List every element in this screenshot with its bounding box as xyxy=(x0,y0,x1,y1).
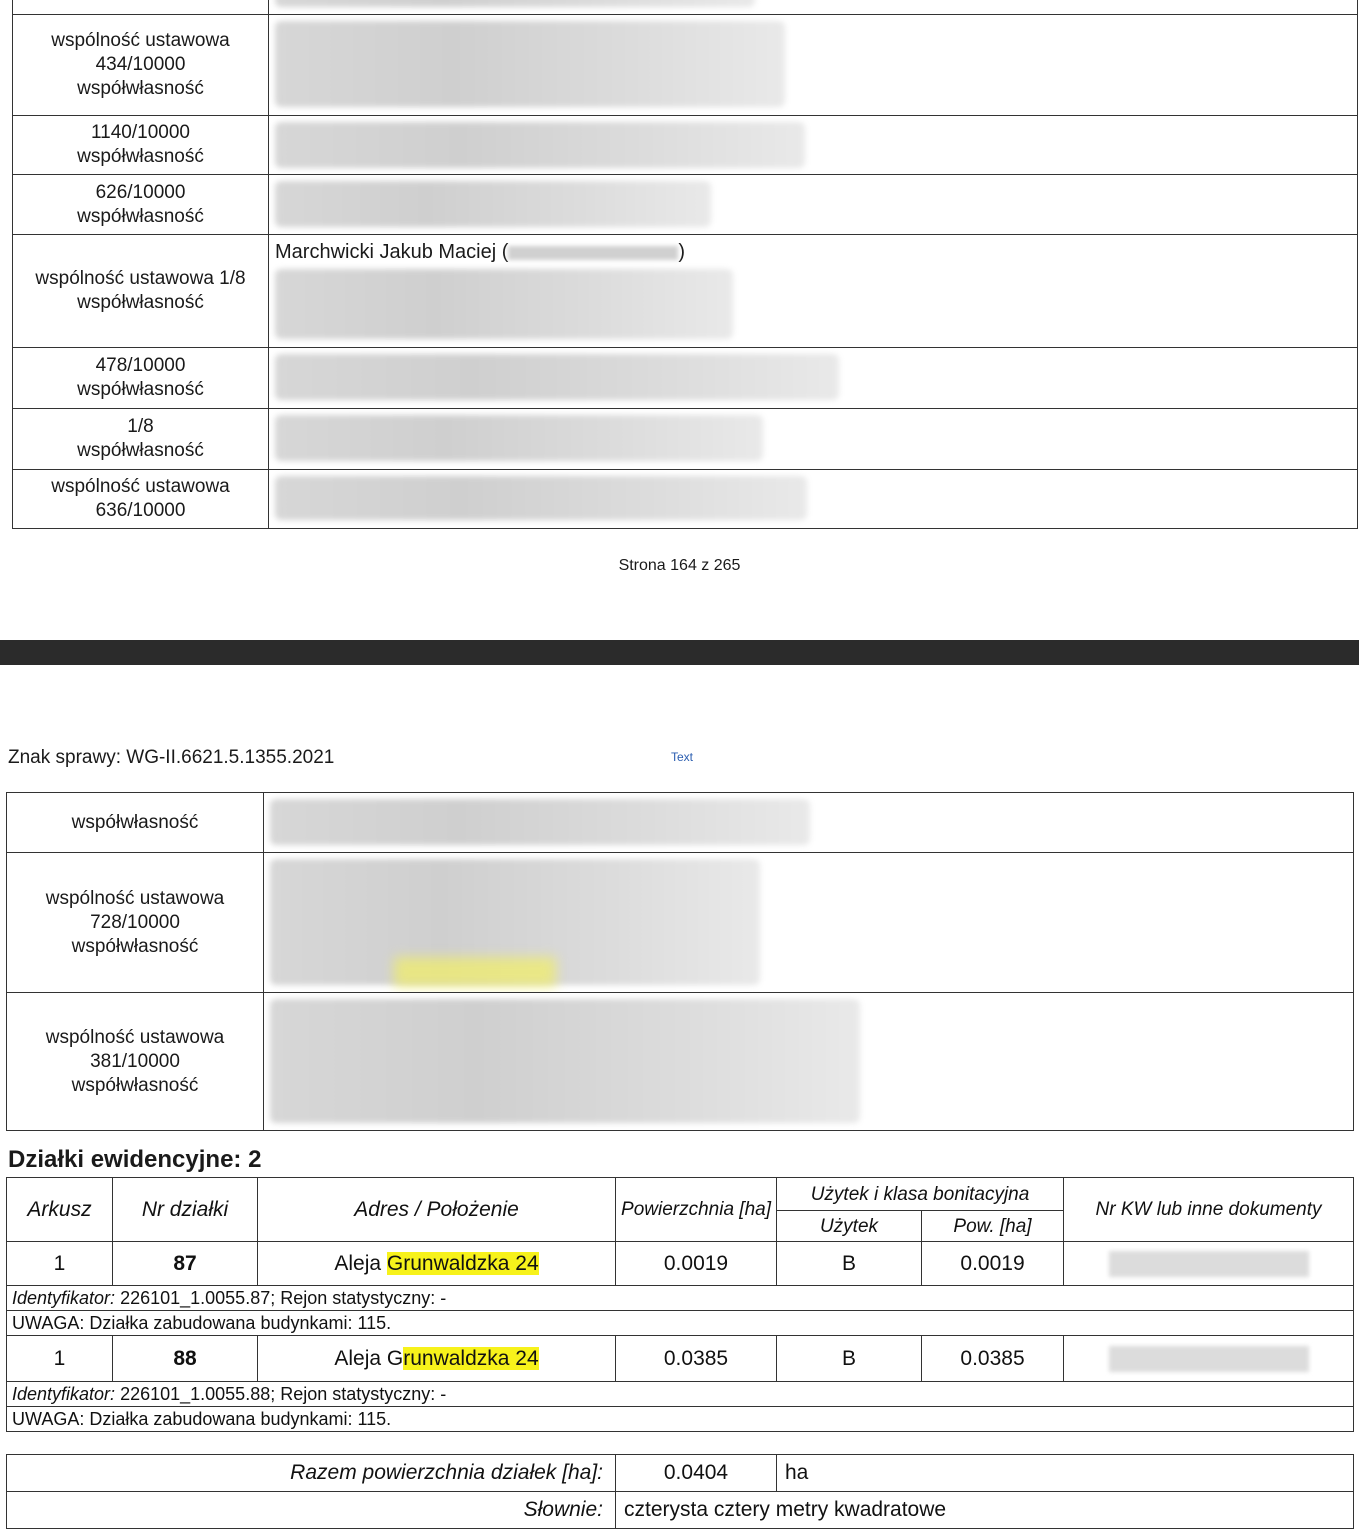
redacted-owner xyxy=(270,999,860,1123)
parcel-address: Aleja Grunwaldzka 24 xyxy=(258,1242,616,1286)
header-kw: Nr KW lub inne dokumenty xyxy=(1064,1178,1354,1242)
parcels-table xyxy=(6,1177,1354,1432)
share-cell: wspólność ustawowa 1/8 współwłasność xyxy=(13,235,269,348)
share-cell: 1140/10000 współwłasność xyxy=(13,116,269,175)
section-title: Działki ewidencyjne: 2 xyxy=(8,1146,262,1173)
parcel-info-row: Identyfikator: 226101_1.0055.88; Rejon statystyczny: - xyxy=(7,1382,1354,1407)
header-address: Adres / Położenie xyxy=(258,1178,616,1242)
header-area: Powierzchnia [ha] xyxy=(616,1178,777,1242)
owner-name: Marchwicki Jakub Maciej ( ) xyxy=(275,241,686,263)
page-number: Strona 164 z 265 xyxy=(618,557,741,574)
redacted-kw xyxy=(1064,1242,1354,1286)
table-row xyxy=(7,793,1354,853)
share-cell: współwłasność xyxy=(7,793,264,853)
parcel-note-row: UWAGA: Działka zabudowana budynkami: 115. xyxy=(7,1407,1354,1432)
header-sheet: Arkusz xyxy=(7,1178,113,1242)
header-parcel-number: Nr działki xyxy=(113,1178,258,1242)
area-in-words-row: Słownie: czterysta cztery metry kwadratowe xyxy=(7,1492,1354,1529)
redacted-owner xyxy=(275,21,785,107)
header-use: Użytek xyxy=(777,1211,922,1242)
parcel-info-row: Identyfikator: 226101_1.0055.87; Rejon statystyczny: - xyxy=(7,1286,1354,1311)
table-row xyxy=(7,993,1354,1131)
parcel-number: 87 xyxy=(113,1242,258,1286)
redacted-owner xyxy=(275,0,755,7)
summary-table xyxy=(6,1454,1354,1529)
redacted-owner xyxy=(275,415,763,461)
ownership-table xyxy=(12,0,1358,529)
text-annotation-link[interactable]: Text xyxy=(671,750,694,764)
share-cell: 478/10000 współwłasność xyxy=(13,348,269,409)
share-cell: wspólność ustawowa 434/10000 współwłasność xyxy=(13,15,269,116)
redacted-owner xyxy=(275,181,711,227)
case-number: Znak sprawy: WG-II.6621.5.1355.2021 xyxy=(8,747,335,768)
table-row xyxy=(13,348,1358,409)
table-row xyxy=(13,175,1358,235)
redacted-owner xyxy=(275,269,733,339)
page-divider xyxy=(0,640,1359,665)
table-row xyxy=(13,116,1358,175)
share-cell: 1/8 współwłasność xyxy=(13,409,269,470)
table-row xyxy=(7,853,1354,993)
share-cell: wspólność ustawowa 381/10000 współwłasność xyxy=(7,993,264,1131)
total-area-row: Razem powierzchnia działek [ha]: 0.0404 ha xyxy=(7,1455,1354,1492)
search-highlight: Grunwaldzka 24 xyxy=(386,1251,539,1275)
table-header-row xyxy=(7,1178,1354,1211)
parcel-note-row: UWAGA: Działka zabudowana budynkami: 115. xyxy=(7,1311,1354,1336)
redacted-owner xyxy=(270,799,810,845)
document-page-164 xyxy=(0,0,1359,640)
header-use-area: Pow. [ha] xyxy=(922,1211,1064,1242)
share-cell: wspólność ustawowa 636/10000 xyxy=(13,470,269,529)
table-row xyxy=(13,409,1358,470)
parcel-row: 1 87 Aleja Grunwaldzka 24 0.0019 B 0.0019 xyxy=(7,1242,1354,1286)
table-row xyxy=(13,0,1358,15)
redacted-owner xyxy=(275,122,805,168)
header-use-class: Użytek i klasa bonitacyjna xyxy=(777,1178,1064,1211)
parcel-row: 1 88 Aleja Grunwaldzka 24 0.0385 B 0.0385 xyxy=(7,1336,1354,1382)
document-page-165 xyxy=(0,665,1359,1536)
redacted-owner xyxy=(275,354,839,400)
table-row xyxy=(13,470,1358,529)
parcel-number: 88 xyxy=(113,1336,258,1382)
table-row xyxy=(13,15,1358,116)
total-area-value: 0.0404 xyxy=(616,1455,777,1492)
share-cell: 626/10000 współwłasność xyxy=(13,175,269,235)
search-highlight: runwaldzka 24 xyxy=(403,1346,539,1370)
redacted-owner xyxy=(275,476,807,520)
table-row xyxy=(13,235,1358,348)
ownership-table xyxy=(6,792,1354,1131)
parcel-address: Aleja Grunwaldzka 24 xyxy=(258,1336,616,1382)
share-cell: wspólność ustawowa 728/10000 współwłasność xyxy=(7,853,264,993)
redacted-kw xyxy=(1064,1336,1354,1382)
